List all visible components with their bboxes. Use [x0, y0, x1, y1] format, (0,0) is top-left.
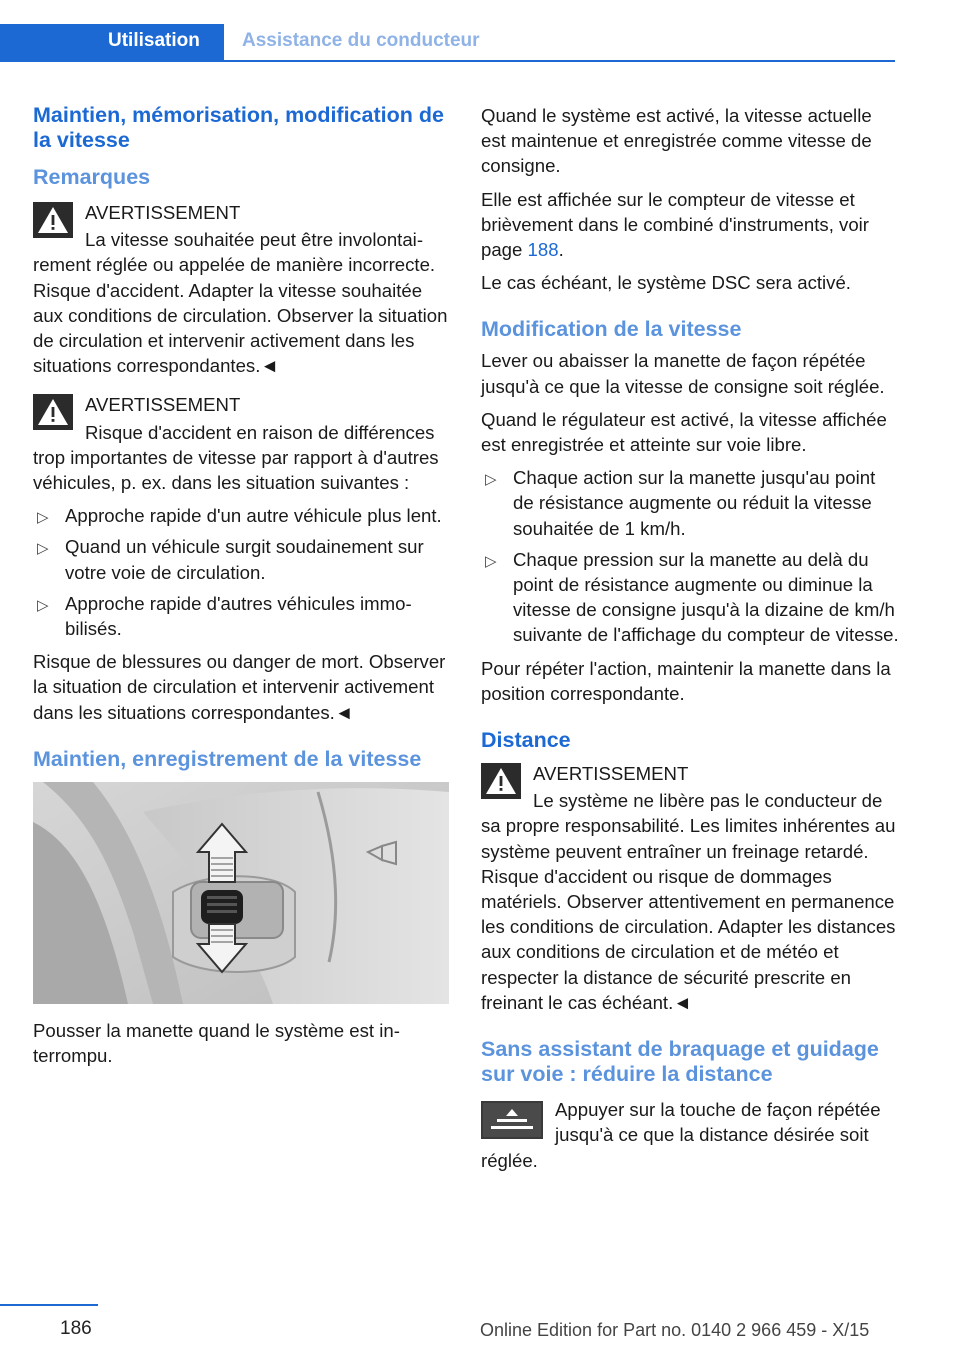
warning-text: Le système ne libère pas le conducteur de sa propre responsabilité. Les limites inhérentes au système peuvent entraîner un freinage retardé. Risque d'accident ou risque de dommages matériels. Observer attentivement en permanence les conditions de circulation. Adapter les distances aux conditions de circulation et de météo et respecter la distance de sécurité prescrite en freinant le cas échéant.◄ [481, 790, 896, 1013]
warning-triangle-icon [481, 763, 521, 799]
heading-maintien-enregistrement: Maintien, enregistrement de la vitesse [33, 746, 422, 771]
left-column [33, 103, 449, 1076]
paragraph: Pour répéter l'action, maintenir la manette dans la position correspondante. [481, 657, 891, 704]
warning-triangle-icon [33, 202, 73, 238]
heading-remarques: Remarques [33, 165, 151, 189]
right-bullet-list [481, 465, 899, 647]
steering-wheel-lever-illustration [33, 782, 449, 1004]
warning-block-3 [481, 761, 899, 1015]
page-number: 186 [60, 1318, 92, 1339]
tab-utilisation[interactable] [0, 24, 224, 62]
page-link[interactable]: 188 [527, 239, 559, 261]
heading-modification-vitesse: Modification de la vitesse [481, 317, 742, 342]
warning-triangle-icon [33, 394, 73, 430]
triangle-bullet-icon: ▷ [485, 552, 497, 570]
list-item: ▷ Chaque pression sur la manette au delà du point de résistance augmente ou diminue la vitesse de consigne jusqu'à la dizaine de km/h suivante de l'affichage du compteur de vitesse. [485, 548, 899, 646]
list-item: ▷ Approche rapide d'un autre véhicule plus lent. [33, 503, 449, 528]
heading-sans-assistant: Sans assistant de braquage et guidage sur voie : réduire la distance [481, 1037, 879, 1087]
triangle-bullet-icon: ▷ [485, 471, 497, 489]
paragraph: Quand le régulateur est activé, la vitesse affichée est enregistrée et atteinte sur voie libre. [481, 408, 887, 456]
tab-assistance-du-conducteur[interactable]: Assistance du conducteur [242, 30, 480, 51]
right-column [481, 103, 899, 1181]
triangle-bullet-icon: ▷ [37, 540, 49, 558]
paragraph: Lever ou abaisser la manette de façon répétée jusqu'à ce que la vitesse de consigne soit réglée. [481, 350, 885, 397]
heading-maintien-memorisation: Maintien, mémorisation, modification de la vitesse [33, 103, 444, 152]
warning-title: AVERTISSEMENT [533, 763, 689, 785]
warning-title: AVERTISSEMENT [85, 202, 241, 223]
triangle-bullet-icon: ▷ [37, 509, 49, 527]
list-item: ▷ Approche rapide d'autres véhicules immobilisés. [37, 592, 412, 640]
heading-distance: Distance [481, 728, 571, 753]
warning-text: Risque d'accident en raison de différences trop importantes de vitesse par rapport à d'autres véhicules, p. ex. dans les situation suivantes : [33, 421, 439, 494]
tab-utilisation-label: Utilisation [108, 30, 200, 51]
warning-text: La vitesse souhaitée peut être involontairement réglée ou appelée de manière incorrecte. Risque d'accident. Adapter la vitesse souhaitée aux conditions de circulation. Observer la situation de circulation et intervenir activement dans les situations correspondantes.◄ [33, 229, 448, 377]
list-item: ▷ Chaque action sur la manette jusqu'au point de résistance augmente ou réduit la vitesse souhaitée de 1 km/h. [485, 467, 876, 539]
distance-button-icon [481, 1101, 543, 1139]
warning-block-1 [33, 200, 449, 378]
warning-block-2 [33, 392, 449, 495]
image-caption: Pousser la manette quand le système est interrompu. [33, 1019, 400, 1067]
paragraph: Appuyer sur la touche de façon répétée jusqu'à ce que la distance désirée soit réglée. [481, 1099, 881, 1171]
distance-button-instruction [481, 1097, 899, 1181]
warning-title: AVERTISSEMENT [85, 394, 241, 416]
header-rule [224, 60, 895, 62]
warning-consequence-text: Risque de blessures ou danger de mort. Observer la situation de circulation et intervenir activement dans les situations correspondantes.◄ [33, 651, 446, 723]
paragraph: Le cas échéant, le système DSC sera activé. [481, 272, 851, 294]
paragraph-page-reference: Elle est affichée sur le compteur de vitesse et brièvement dans le combiné d'instruments, voir page 188. [481, 188, 869, 261]
footer-rule [0, 1304, 98, 1306]
paragraph: Quand le système est activé, la vitesse actuelle est maintenue et enregistrée comme vitesse de consigne. [481, 105, 872, 177]
left-bullet-list [33, 503, 449, 641]
list-item: ▷ Quand un véhicule surgit soudainement sur votre voie de circulation. [37, 536, 424, 583]
triangle-bullet-icon: ▷ [37, 596, 49, 614]
footer-edition: Online Edition for Part no. 0140 2 966 459 - X/15 [480, 1320, 870, 1340]
